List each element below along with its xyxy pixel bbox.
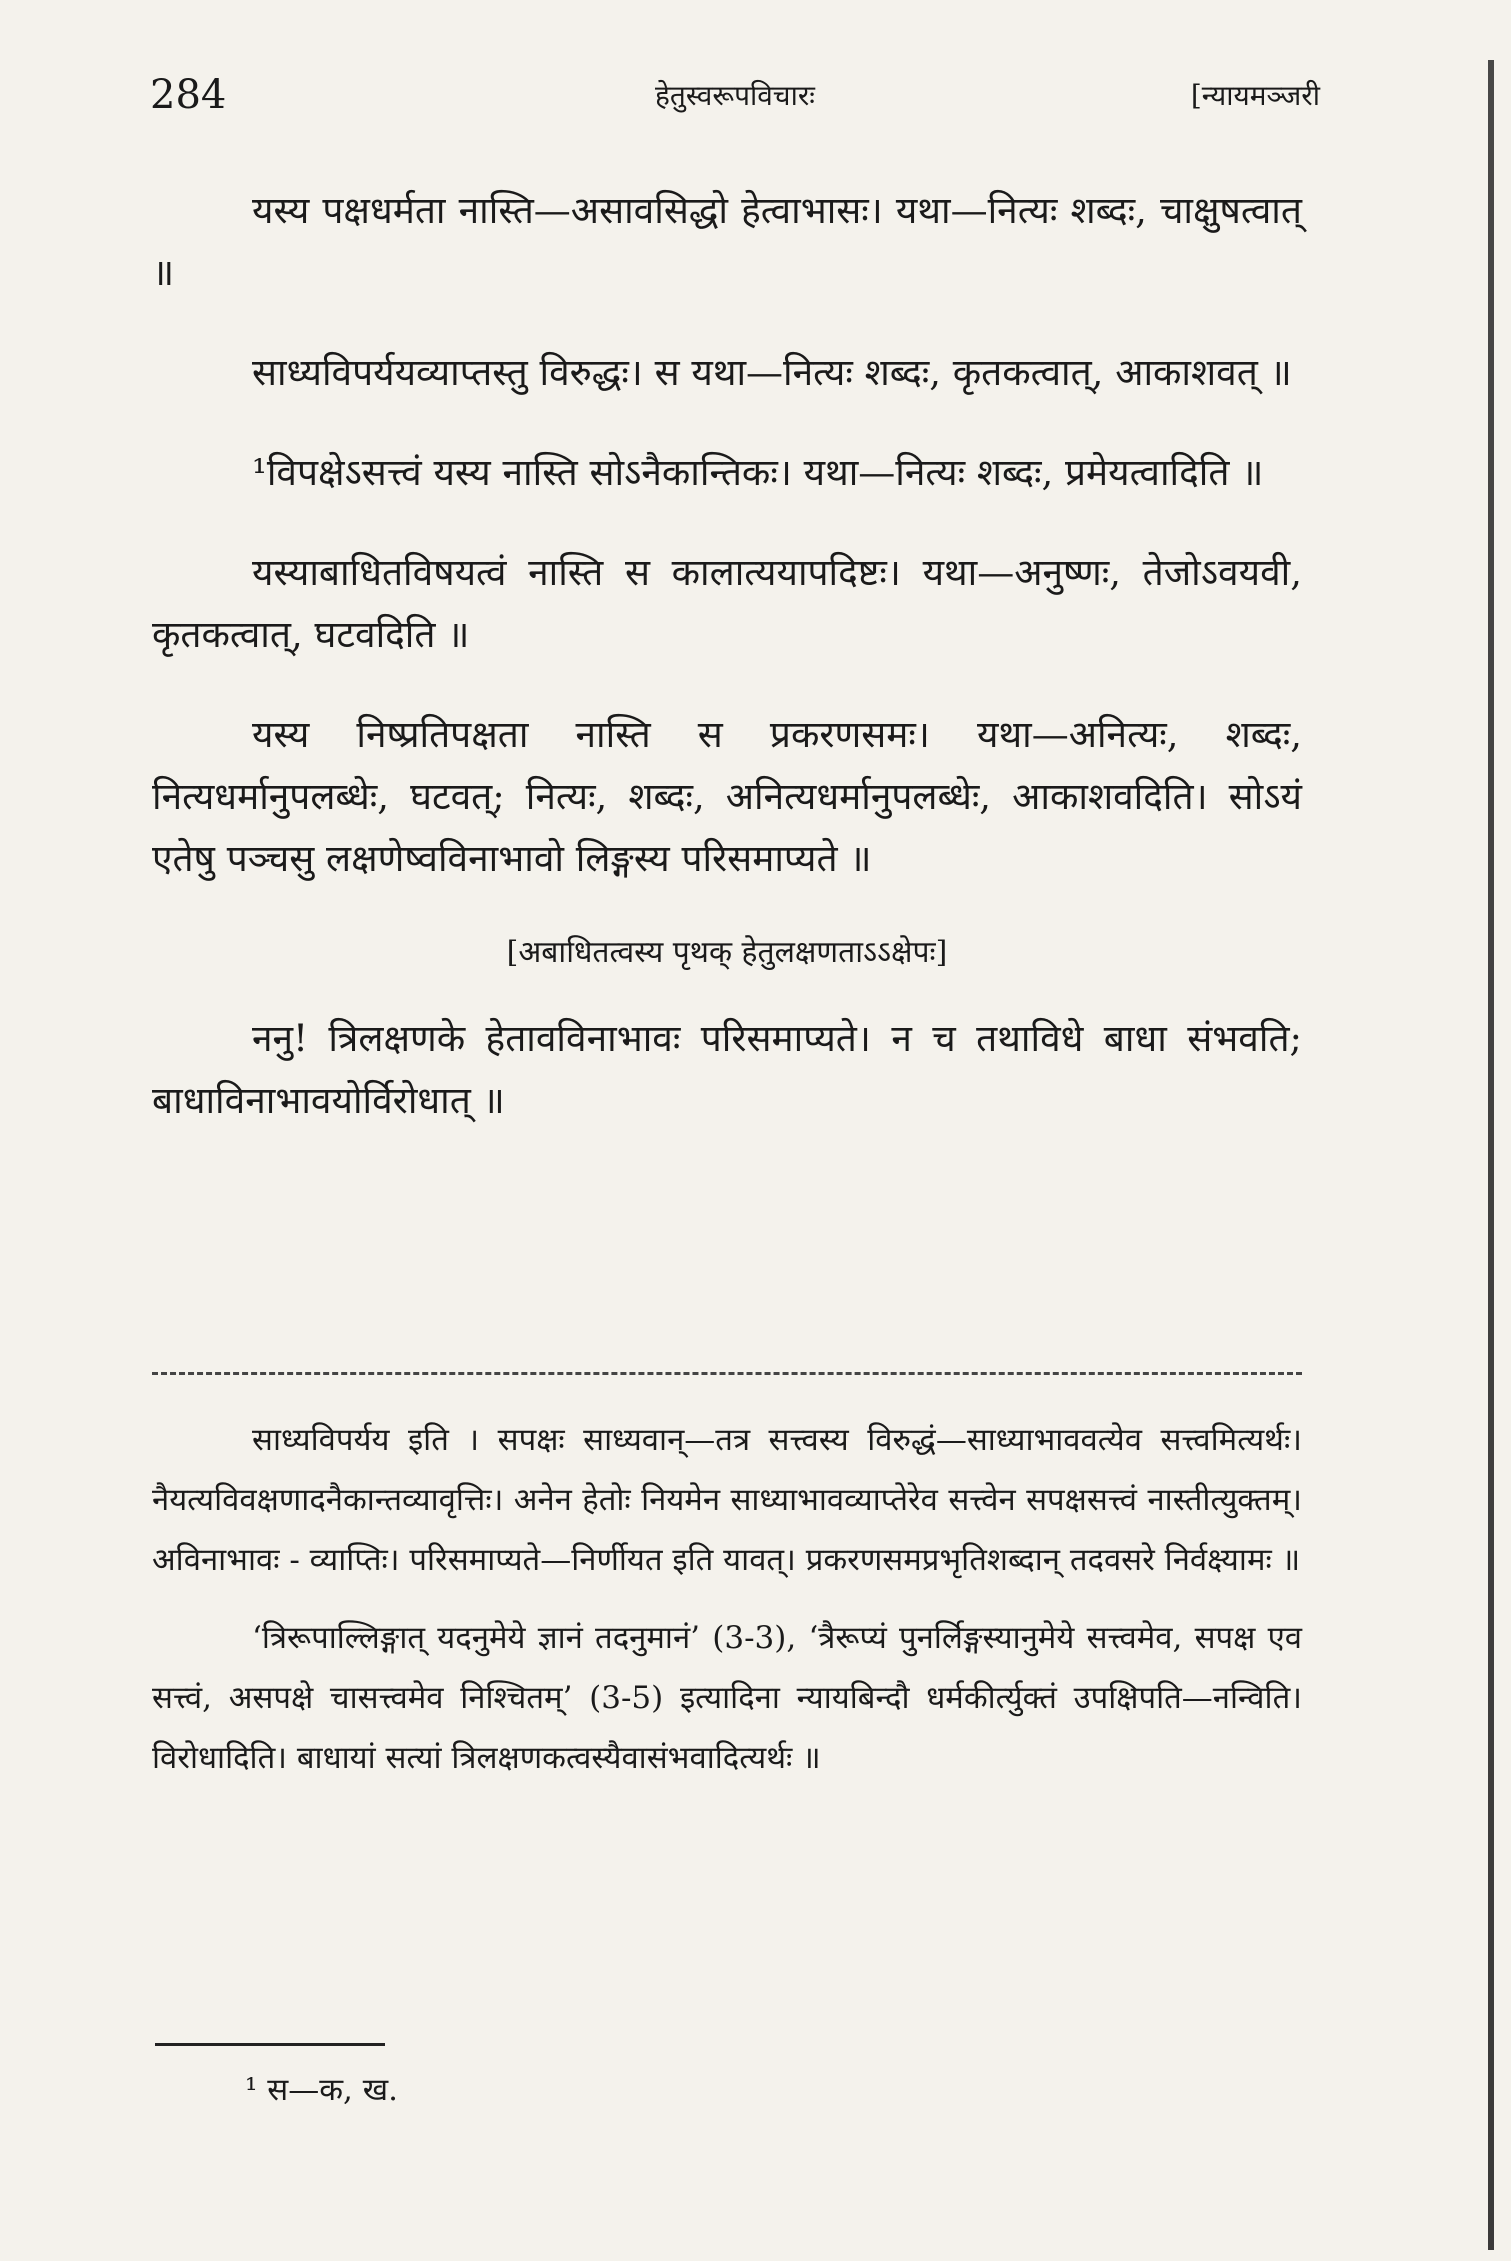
page-header <box>150 72 1320 132</box>
main-text <box>152 180 1302 1170</box>
footnote-rule <box>155 2043 385 2046</box>
commentary-paragraph: साध्यविपर्यय इति । सपक्षः साध्यवान्—तत्र सत्त्वस्य विरुद्धं—साध्याभाववत्येव सत्त्वमित्यर्थः। नैयत्यविवक्षणादनैकान्तव्यावृत्तिः। अनेन हेतोः नियमेन साध्याभावव्याप्तेरेव सत्त्वेन सपक्षसत्त्वं नास्तीत्युक्तम्। अविनाभावः - व्याप्तिः। परिसमाप्यते—निर्णीयत इति यावत्। प्रकरणसमप्रभृतिशब्दान् तदवसरे निर्वक्ष्यामः ॥ <box>152 1422 1302 1578</box>
paragraph-kalatyayapadishta: यस्याबाधितविषयत्वं नास्ति स कालात्ययापदिष्टः। यथा—अनुष्णः, तेजोऽवयवी, कृतकत्वात्, घटवदिति ॥ <box>152 551 1302 656</box>
commentary-divider <box>152 1372 1302 1375</box>
page-number: 284 <box>150 72 227 118</box>
section-heading: [अबाधितत्वस्य पृथक् हेतुलक्षणताऽऽक्षेपः] <box>506 935 948 970</box>
page-edge-shadow <box>1488 60 1494 2250</box>
book-title: [न्यायमञ्जरी <box>1190 79 1320 112</box>
commentary <box>152 1410 1302 1806</box>
footnote: ¹ स—क, ख. <box>245 2072 398 2108</box>
paragraph-prakaranasama: यस्य निष्प्रतिपक्षता नास्ति स प्रकरणसमः। यथा—अनित्यः, शब्दः, नित्यधर्मानुपलब्धेः, घटवत्; नित्यः, शब्दः, अनित्यधर्मानुपलब्धेः, आकाशवदिति। सोऽयं एतेषु पञ्चसु लक्षणेष्वविनाभावो लिङ्गस्य परिसमाप्यते ॥ <box>152 713 1302 880</box>
paragraph-objection: ननु! त्रिलक्षणके हेतावविनाभावः परिसमाप्यते। न च तथाविधे बाधा संभवति; बाधाविनाभावयोर्विरोधात् ॥ <box>152 1017 1302 1122</box>
paragraph-asiddha: यस्य पक्षधर्मता नास्ति—असावसिद्धो हेत्वाभासः। यथा—नित्यः शब्दः, चाक्षुषत्वात् ॥ <box>152 189 1302 294</box>
running-title: हेतुस्वरूपविचारः <box>655 79 815 112</box>
paragraph-viruddha: साध्यविपर्ययव्याप्तस्तु विरुद्धः। स यथा—नित्यः शब्दः, कृतकत्वात्, आकाशवत् ॥ <box>252 351 1292 394</box>
paragraph-anaikantika: ¹विपक्षेऽसत्त्वं यस्य नास्ति सोऽनैकान्तिकः। यथा—नित्यः शब्दः, प्रमेयत्वादिति ॥ <box>252 451 1264 494</box>
commentary-paragraph: ‘त्रिरूपाल्लिङ्गात् यदनुमेये ज्ञानं तदनुमानं’ (3-3), ‘त्रैरूप्यं पुनर्लिङ्गस्यानुमेये सत्त्वमेव, सपक्ष एव सत्त्वं, असपक्षे चासत्त्वमेव निश्चितम्’ (3-5) इत्यादिना न्यायबिन्दौ धर्मकीर्त्युक्तं उपक्षिपति—नन्विति। विरोधादिति। बाधायां सत्यां त्रिलक्षणकत्वस्यैवासंभवादित्यर्थः ॥ <box>152 1620 1302 1776</box>
